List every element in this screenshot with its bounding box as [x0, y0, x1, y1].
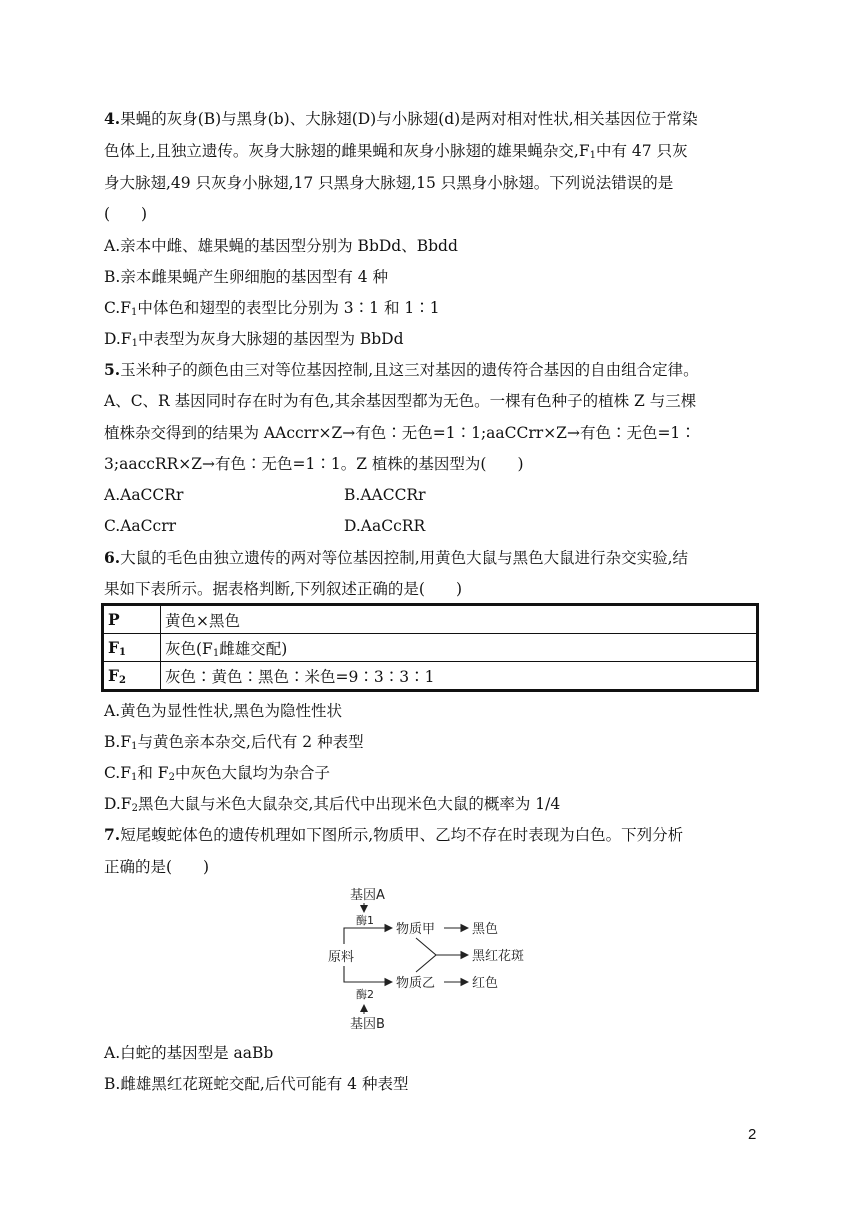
raw-to-jia-arrow — [344, 928, 392, 944]
q6-option-b[interactable] — [104, 731, 364, 758]
q6-d-post: 黑色大鼠与米色大鼠杂交,其后代中出现米色大鼠的概率为 1/4 — [137, 795, 561, 813]
q4-line-2 — [104, 140, 688, 167]
substance-jia-label: 物质甲 — [396, 922, 436, 937]
merge-lines — [416, 938, 436, 972]
q4-answer-bracket: ( ) — [104, 205, 148, 223]
table-row — [103, 662, 758, 691]
q4-d-post: 中表型为灰身大脉翅的基因型为 BbDd — [137, 330, 404, 348]
q6-option-d[interactable] — [104, 793, 560, 820]
q7-line-2: 正确的是( ) — [104, 858, 210, 876]
q7-option-a[interactable]: A.白蛇的基因型是 aaBb — [104, 1044, 274, 1062]
q5-option-b[interactable]: B.AACCRr — [344, 486, 426, 504]
q6-c-pre: C.F — [104, 764, 131, 782]
q4-text-1: 果蝇的灰身(B)与黑身(b)、大脉翅(D)与小脉翅(d)是两对相对性状,相关基因位于常染 — [120, 110, 698, 128]
q7-text-1: 短尾蝮蛇体色的遗传机理如下图所示,物质甲、乙均不存在时表现为白色。下列分析 — [120, 826, 684, 844]
generation-cell — [103, 634, 161, 662]
gene-a-label: 基因A — [350, 888, 385, 903]
pigment-pathway-diagram — [320, 884, 550, 1036]
q6-c-sub1: 1 — [131, 772, 138, 783]
q6-d-sub: 2 — [131, 803, 138, 814]
q6-b-post: 与黄色亲本杂交,后代有 2 种表型 — [137, 733, 364, 751]
q5-options-row-1 — [104, 484, 426, 506]
q6-text-1: 大鼠的毛色由独立遗传的两对等位基因控制,用黄色大鼠与黑色大鼠进行杂交实验,结 — [120, 549, 689, 567]
q6-d-pre: D.F — [104, 795, 132, 813]
gen-label: F — [108, 665, 120, 685]
q5-number: 5. — [104, 360, 121, 379]
enzyme-2-label: 酶2 — [356, 988, 374, 1001]
q6-line-1 — [104, 547, 688, 569]
q4-c-pre: C.F — [104, 299, 131, 317]
q4-option-a[interactable]: A.亲本中雌、雄果蝇的基因型分别为 BbDd、Bbdd — [104, 237, 458, 255]
result-cell: 黄色×黑色 — [161, 605, 758, 634]
q7-number: 7. — [104, 825, 121, 844]
page-number: 2 — [748, 1126, 757, 1143]
result-cell: 灰色∶黄色∶黑色∶米色=9∶3∶3∶1 — [161, 662, 758, 691]
enzyme-1-label: 酶1 — [356, 914, 374, 927]
black-label: 黑色 — [472, 922, 499, 937]
q5-option-a[interactable]: A.AaCCRr — [104, 486, 184, 504]
result-cell — [161, 634, 758, 662]
q4-option-c[interactable] — [104, 297, 440, 324]
q5-options-row-2 — [104, 515, 426, 537]
raw-material-label: 原料 — [328, 950, 355, 965]
q4-c-post: 中体色和翅型的表型比分别为 3∶1 和 1∶1 — [137, 299, 440, 317]
q5-line-4: 3;aaccRR×Z→有色∶无色=1∶1。Z 植株的基因型为( ) — [104, 455, 524, 473]
red-label: 红色 — [472, 976, 499, 991]
black-red-spotted-label: 黑红花斑 — [472, 949, 525, 964]
q4-text-2b: 中有 47 只灰 — [596, 142, 688, 160]
q4-c-sub: 1 — [131, 307, 138, 318]
q4-line-3: 身大脉翅,49 只灰身小脉翅,17 只黑身大脉翅,15 只黑身小脉翅。下列说法错误的是 — [104, 174, 674, 192]
q5-option-d[interactable]: D.AaCcRR — [344, 517, 426, 535]
q5-line-1 — [104, 359, 699, 381]
q4-number: 4. — [104, 109, 121, 128]
q5-line-3: 植株杂交得到的结果为 AAccrr×Z→有色∶无色=1∶1;aaCCrr×Z→有色∶无色=1∶ — [104, 424, 696, 442]
result-b: 雌雄交配) — [219, 639, 288, 658]
q6-line-2: 果如下表所示。据表格判断,下列叙述正确的是( ) — [104, 580, 463, 598]
substance-yi-label: 物质乙 — [396, 976, 436, 991]
result-a: 灰色(F — [165, 639, 213, 658]
q4-text-2a: 色体上,且独立遗传。灰身大脉翅的雌果蝇和灰身小脉翅的雄果蝇杂交,F — [104, 142, 590, 160]
q6-option-c[interactable] — [104, 762, 330, 789]
gen-sub: 2 — [119, 674, 126, 686]
gene-b-label: 基因B — [350, 1017, 385, 1032]
q6-option-a[interactable]: A.黄色为显性性状,黑色为隐性性状 — [104, 702, 343, 720]
q4-d-pre: D.F — [104, 330, 132, 348]
generation-cell — [103, 662, 161, 691]
q5-line-2: A、C、R 基因同时存在时为有色,其余基因型都为无色。一棵有色种子的植株 Z 与三棵 — [104, 392, 697, 410]
cross-results-table — [101, 603, 759, 692]
table-row — [103, 634, 758, 662]
q6-c-mid: 和 F — [137, 764, 169, 782]
gen-sub: 1 — [119, 646, 126, 658]
q6-c-sub2: 2 — [168, 772, 175, 783]
q4-option-d[interactable] — [104, 328, 404, 355]
q4-sub: 1 — [589, 150, 596, 161]
q4-d-sub: 1 — [131, 338, 138, 349]
table-row — [103, 605, 758, 634]
q6-c-post: 中灰色大鼠均为杂合子 — [174, 764, 330, 782]
q6-b-sub: 1 — [131, 741, 138, 752]
gen-label: F — [108, 637, 120, 657]
raw-to-yi-arrow — [344, 966, 392, 982]
q4-option-b[interactable]: B.亲本雌果蝇产生卵细胞的基因型有 4 种 — [104, 268, 389, 286]
q5-option-c[interactable]: C.AaCcrr — [104, 517, 177, 535]
q6-b-pre: B.F — [104, 733, 132, 751]
q7-line-1 — [104, 824, 683, 846]
q5-text-1: 玉米种子的颜色由三对等位基因控制,且这三对基因的遗传符合基因的自由组合定律。 — [120, 361, 699, 379]
result-sub: 1 — [212, 647, 220, 659]
q7-option-b[interactable]: B.雌雄黑红花斑蛇交配,后代可能有 4 种表型 — [104, 1075, 409, 1093]
q4-line-1 — [104, 108, 698, 130]
q6-number: 6. — [104, 548, 121, 567]
generation-cell: P — [103, 605, 161, 634]
